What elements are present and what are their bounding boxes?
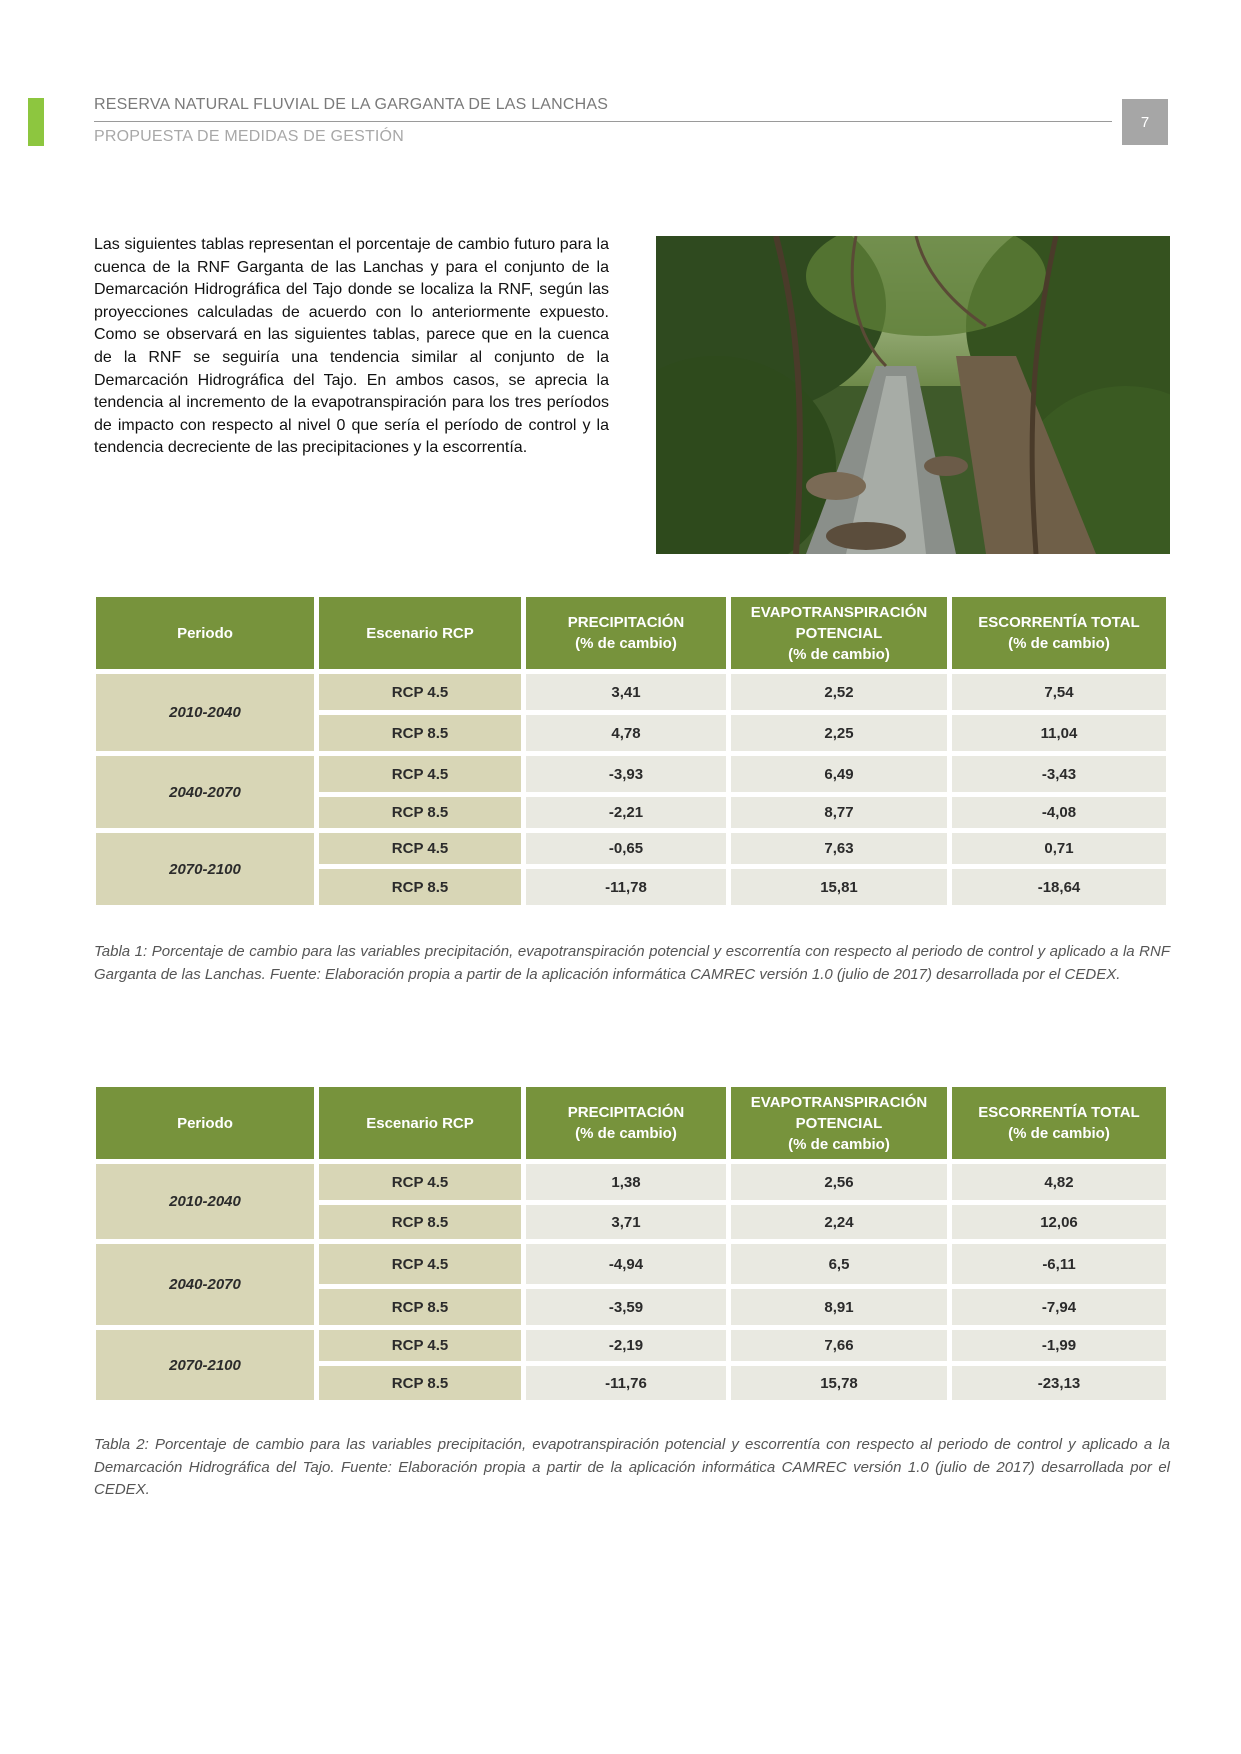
precip-cell: 1,38 (526, 1164, 726, 1200)
evapo-cell: 15,78 (731, 1366, 947, 1400)
period-cell: 2040-2070 (96, 1244, 314, 1325)
escorr-cell: -1,99 (952, 1330, 1166, 1361)
evapo-cell: 6,5 (731, 1244, 947, 1284)
escorr-cell: -4,08 (952, 797, 1166, 828)
header-divider (94, 121, 1112, 122)
escorr-cell: 12,06 (952, 1205, 1166, 1239)
escorr-cell: 7,54 (952, 674, 1166, 710)
header-precipitacion: PRECIPITACIÓN (% de cambio) (526, 597, 726, 669)
document-subtitle: PROPUESTA DE MEDIDAS DE GESTIÓN (94, 128, 404, 145)
evapo-cell: 2,52 (731, 674, 947, 710)
page-number: 7 (1122, 99, 1168, 145)
escorr-cell: -7,94 (952, 1289, 1166, 1325)
table-header-row (96, 597, 1166, 669)
header-escenario: Escenario RCP (319, 597, 521, 669)
header-periodo: Periodo (96, 597, 314, 669)
precip-cell: 3,41 (526, 674, 726, 710)
evapo-cell: 15,81 (731, 869, 947, 905)
precip-cell: -11,76 (526, 1366, 726, 1400)
table-row (96, 1330, 1166, 1361)
precip-cell: -4,94 (526, 1244, 726, 1284)
precip-cell: -0,65 (526, 833, 726, 864)
period-cell: 2010-2040 (96, 674, 314, 751)
table-header-row (96, 1087, 1166, 1159)
escorr-cell: 0,71 (952, 833, 1166, 864)
table-row (96, 674, 1166, 710)
table-row (96, 756, 1166, 792)
escorr-cell: 11,04 (952, 715, 1166, 751)
rcp-cell: RCP 8.5 (319, 1366, 521, 1400)
evapo-cell: 2,25 (731, 715, 947, 751)
escorr-cell: -6,11 (952, 1244, 1166, 1284)
precip-cell: -3,59 (526, 1289, 726, 1325)
rcp-cell: RCP 4.5 (319, 833, 521, 864)
evapo-cell: 2,56 (731, 1164, 947, 1200)
table-row (96, 1244, 1166, 1284)
header-escenario: Escenario RCP (319, 1087, 521, 1159)
header-evapotranspiracion: EVAPOTRANSPIRACIÓN POTENCIAL (% de cambio) (731, 597, 947, 669)
header-precipitacion: PRECIPITACIÓN (% de cambio) (526, 1087, 726, 1159)
forest-stream-photo (656, 236, 1170, 554)
header-evapotranspiracion: EVAPOTRANSPIRACIÓN POTENCIAL (% de cambio) (731, 1087, 947, 1159)
table-demarcacion-tajo (91, 1082, 1171, 1405)
period-cell: 2040-2070 (96, 756, 314, 828)
rcp-cell: RCP 4.5 (319, 1244, 521, 1284)
precip-cell: -3,93 (526, 756, 726, 792)
period-cell: 2070-2100 (96, 833, 314, 905)
precip-cell: 3,71 (526, 1205, 726, 1239)
escorr-cell: -3,43 (952, 756, 1166, 792)
table-rnf-garganta (91, 592, 1171, 910)
evapo-cell: 2,24 (731, 1205, 947, 1239)
table-row (96, 833, 1166, 864)
precip-cell: -2,21 (526, 797, 726, 828)
escorr-cell: -18,64 (952, 869, 1166, 905)
table-row (96, 1164, 1166, 1200)
rcp-cell: RCP 8.5 (319, 1289, 521, 1325)
evapo-cell: 8,91 (731, 1289, 947, 1325)
evapo-cell: 7,63 (731, 833, 947, 864)
document-title: RESERVA NATURAL FLUVIAL DE LA GARGANTA DE LAS LANCHAS (94, 96, 609, 113)
period-cell: 2070-2100 (96, 1330, 314, 1400)
intro-paragraph: Las siguientes tablas representan el porcentaje de cambio futuro para la cuenca de la RNF Garganta de las Lanchas y para el conjunto de la Demarcación Hidrográfica del Tajo donde se localiza la RNF, según las proyecciones calculadas de acuerdo con lo anteriormente expuesto. Como se observará en las siguientes tablas, parece que en la cuenca de la RNF se seguiría una tendencia similar al conjunto de la Demarcación Hidrográfica del Tajo. En ambos casos, se aprecia la tendencia al incremento de la evapotranspiración para los tres períodos de impacto con respecto al nivel 0 que sería el período de control y la tendencia decreciente de las precipitaciones y la escorrentía. (94, 236, 609, 457)
evapo-cell: 8,77 (731, 797, 947, 828)
table2-caption: Tabla 2: Porcentaje de cambio para las variables precipitación, evapotranspiración potencial y escorrentía con respecto al periodo de control y aplicado a la Demarcación Hidrográfica del Tajo. Fuente: Elaboración propia a partir de la aplicación informática CAMREC versión 1.0 (julio de 2017) desarrollada por el CEDEX. (94, 1436, 1170, 1498)
header-escorrentia: ESCORRENTÍA TOTAL (% de cambio) (952, 1087, 1166, 1159)
rcp-cell: RCP 4.5 (319, 1330, 521, 1361)
rcp-cell: RCP 8.5 (319, 869, 521, 905)
period-cell: 2010-2040 (96, 1164, 314, 1239)
rcp-cell: RCP 4.5 (319, 756, 521, 792)
rcp-cell: RCP 8.5 (319, 715, 521, 751)
escorr-cell: -23,13 (952, 1366, 1166, 1400)
header-escorrentia: ESCORRENTÍA TOTAL (% de cambio) (952, 597, 1166, 669)
evapo-cell: 7,66 (731, 1330, 947, 1361)
precip-cell: -11,78 (526, 869, 726, 905)
precip-cell: 4,78 (526, 715, 726, 751)
rcp-cell: RCP 4.5 (319, 674, 521, 710)
escorr-cell: 4,82 (952, 1164, 1166, 1200)
rcp-cell: RCP 8.5 (319, 1205, 521, 1239)
precip-cell: -2,19 (526, 1330, 726, 1361)
rcp-cell: RCP 4.5 (319, 1164, 521, 1200)
accent-bar (28, 98, 44, 146)
header-periodo: Periodo (96, 1087, 314, 1159)
evapo-cell: 6,49 (731, 756, 947, 792)
table1-caption: Tabla 1: Porcentaje de cambio para las variables precipitación, evapotranspiración potencial y escorrentía con respecto al periodo de control y aplicado a la RNF Garganta de las Lanchas. Fuente: Elaboración propia a partir de la aplicación informática CAMREC versión 1.0 (julio de 2017) desarrollada por el CEDEX. (94, 943, 1170, 983)
rcp-cell: RCP 8.5 (319, 797, 521, 828)
